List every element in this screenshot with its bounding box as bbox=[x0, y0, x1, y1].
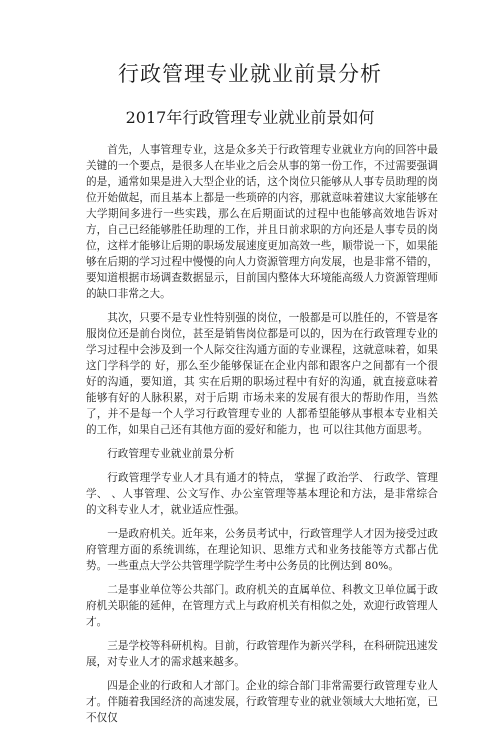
paragraph-5: 二是事业单位等公共部门。政府机关的直属单位、科教文卫单位属于政府机关职能的延伸，在管理方式上与政府机关有相似之处，欢迎行政管理人才。 bbox=[86, 584, 438, 628]
section-heading: 行政管理专业就业前景分析 bbox=[107, 448, 235, 460]
paragraph-2: 其次，只要不是专业性特别强的岗位，一般都是可以胜任的，不管是客服岗位还是前台岗位，甚至是销售岗位都是可以的，因为在行政管理专业的学习过程中会涉及到一个人际交往沟通方面的专业课程，这就意味着，如果这门学科学的 好，那么至少能够保证在企业内部和跟客户之间都有一个很好的沟通，要知道，其 实在后期的职场过程中有好的沟通，就直接意味着能够有好的人脉积累，对于后期 市场未来的发展有很大的帮助作用，当然了，并不是每一个人学习行政管理专业的 人都希望能够从事根本专业相关的工作，如果自己还有其他方面的爱好和能力，也 可以往其他方面思考。 bbox=[86, 312, 438, 436]
document-body bbox=[86, 142, 438, 734]
paragraph-6: 三是学校等科研机构。目前，行政管理作为新兴学科，在科研院迅速发展，对专业人才的需求越来越多。 bbox=[86, 640, 438, 668]
paragraph-1: 首先，人事管理专业，这是众多关于行政管理专业就业方向的回答中最关键的一个要点，是很多人在毕业之后会从事的第一份工作，不过需要强调的是，通常如果是进入大型企业的话，这个岗位只能够从人事专员助理的岗位开始做起，而且基本上都是一些琐碎的内容，那就意味着建议大家能够在大学期间多进行一些实践，那么在后期面试的过程中也能够高效地告诉对方，自己已经能够胜任助理的工作，并且日前求职的方向还是人事专员的岗位，这样才能够让后期的职场发展速度更加高效一些，顺带说一下，如果能够在后期的学习过程中慢慢的向人力资源管理方向发展，也是非常不错的，要知道根据市场调查数据显示，目前国内整体大环境能高级人力资源管理师的缺口非常之大。 bbox=[86, 144, 438, 300]
document-subtitle: 2017年行政管理专业就业前景如何 bbox=[125, 108, 375, 127]
document-title: 行政管理专业就业前景分析 bbox=[118, 62, 382, 86]
paragraph-3: 行政管理学专业人才具有通才的特点， 掌握了政治学、 行政学、管理学、 、人事管理、公文写作、办公室管理等基本理论和方法，是非常综合的文科专业人才，就业适应性强。 bbox=[86, 472, 438, 516]
paragraph-7: 四是企业的行政和人才部门。企业的综合部门非常需要行政管理专业人才。伴随着我国经济的高速发展，行政管理专业的就业领域大大地拓宽，已不仅仅 bbox=[86, 680, 438, 724]
paragraph-4: 一是政府机关。近年来，公务员考试中，行政管理学人才因为接受过政府管理方面的系统训练，在理论知识、思维方式和业务技能等方式都占优势。一些重点大学公共管理学院学生考中公务员的比例达到 80%。 bbox=[86, 528, 438, 572]
